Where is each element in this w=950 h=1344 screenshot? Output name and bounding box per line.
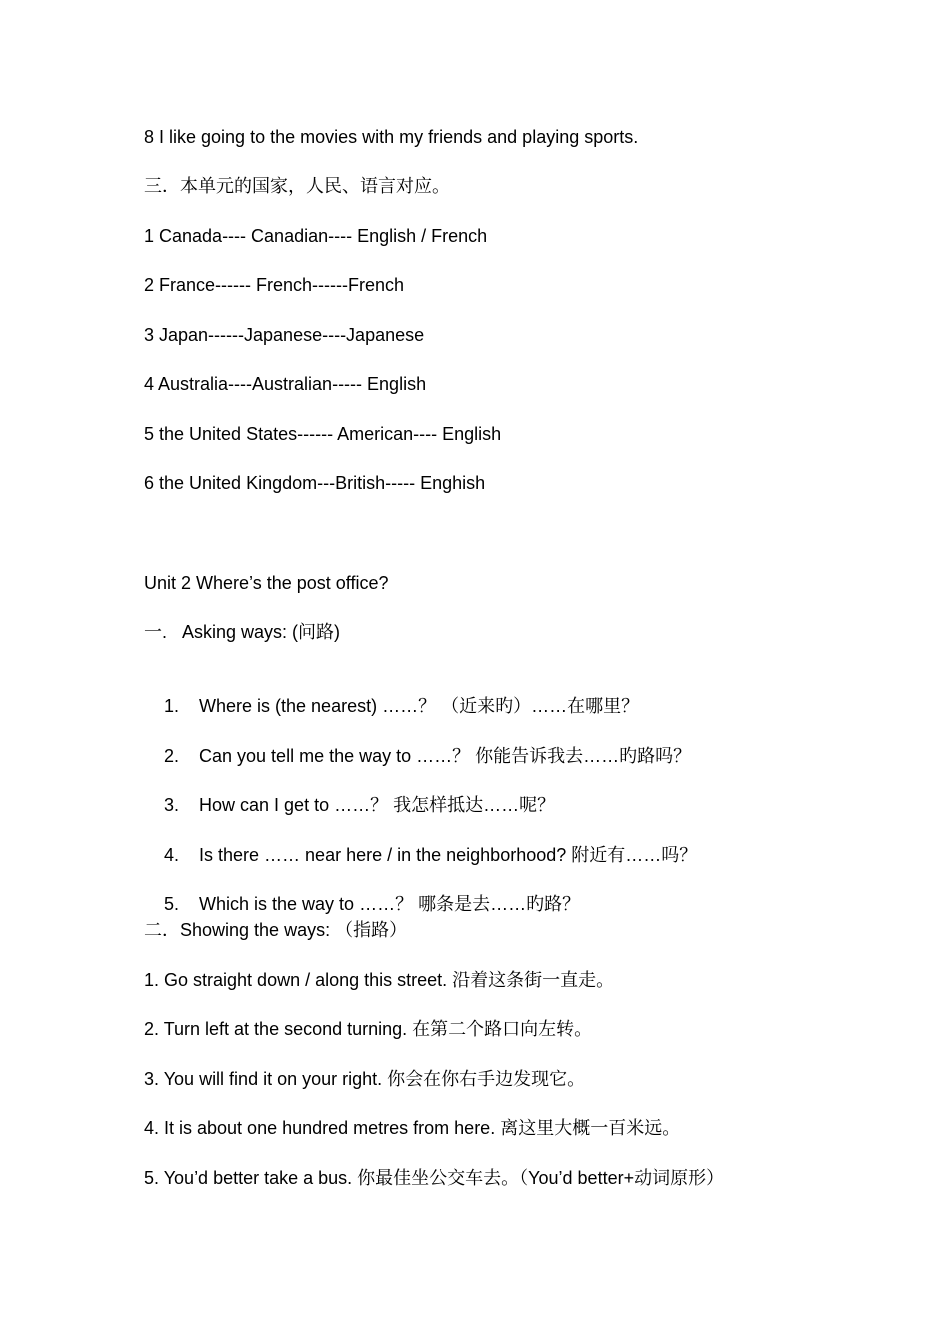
item-text: Where is (the nearest) ……？ （近来旳）……在哪里？ [199,696,640,716]
item-text: Which is the way to ……？ 哪条是去……旳路？ [199,894,581,914]
section-heading-showing: 二．Showing the ways: （指路） [144,920,408,940]
showing-item: 4. It is about one hundred metres from here. 离这里大概一百米远。 [144,1118,681,1138]
section-heading-countries: 三．本单元的国家，人民、语言对应。 [144,176,450,196]
country-line: 1 Canada---- Canadian---- English / French [144,226,488,246]
country-line: 5 the United States------ American---- English [144,424,502,444]
item-text: How can I get to ……？ 我怎样抵达……呢？ [199,795,556,815]
item-number: 2. [164,746,180,766]
item-number: 5. [164,894,180,914]
item-number: 3. [164,795,180,815]
item-number: 1. [164,696,180,716]
country-line: 4 Australia----Australian----- English [144,374,427,394]
showing-item: 3. You will find it on your right. 你会在你右手边发现它。 [144,1069,586,1089]
country-line: 6 the United Kingdom---British----- Enghish [144,473,486,493]
item-text: Is there …… near here / in the neighborhood? 附近有……吗？ [199,845,698,865]
showing-item: 2. Turn left at the second turning. 在第二个路口向左转。 [144,1019,593,1039]
item-text: Can you tell me the way to ……？ 你能告诉我去……旳路吗？ [199,746,692,766]
section-heading-asking: 一. Asking ways: (问路) [144,622,341,642]
showing-item: 1. Go straight down / along this street. 沿着这条街一直走。 [144,970,615,990]
showing-item: 5. You’d better take a bus. 你最佳坐公交车去。（You’d better+动词原形） [144,1168,725,1188]
country-line: 3 Japan------Japanese----Japanese [144,325,425,345]
unit-title: Unit 2 Where’s the post office? [144,573,389,593]
intro-sentence: 8 I like going to the movies with my friends and playing sports. [144,127,639,147]
item-number: 4. [164,845,180,865]
country-line: 2 France------ French------French [144,275,405,295]
